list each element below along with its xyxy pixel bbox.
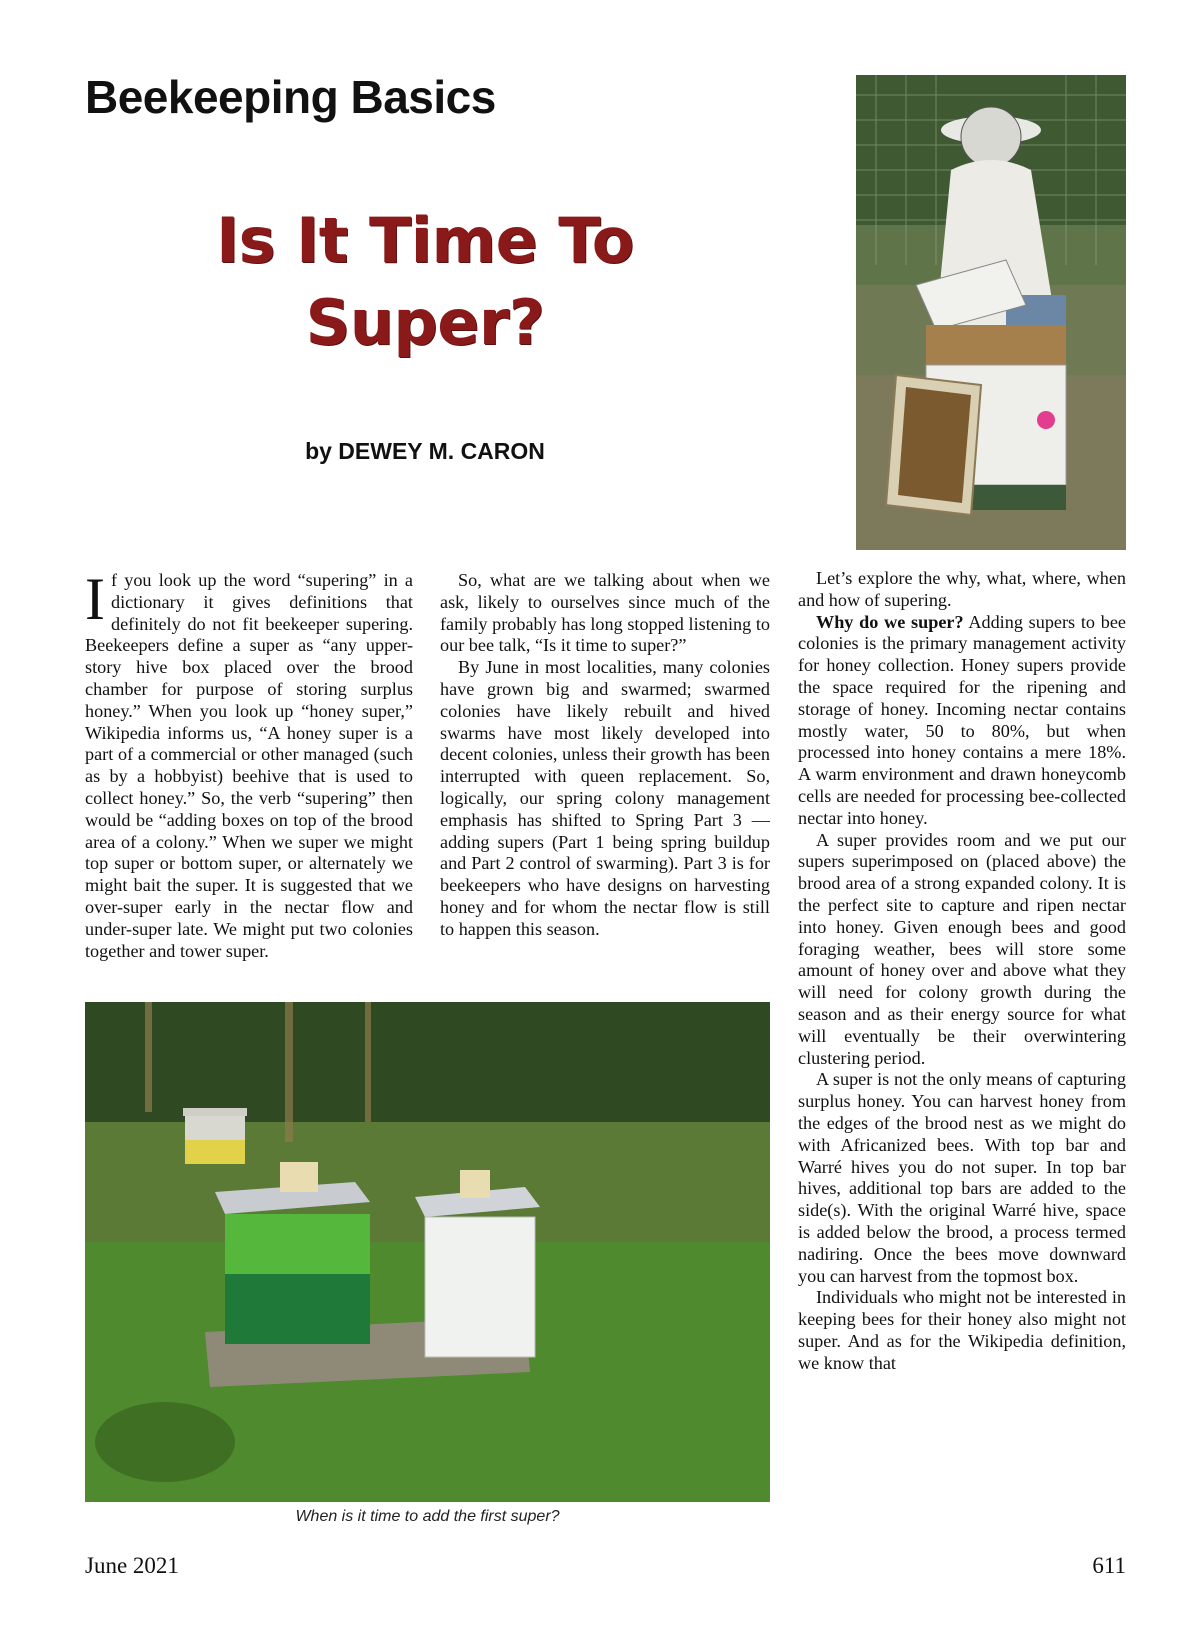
beekeeper-photo	[856, 75, 1126, 550]
text-column-2	[440, 570, 770, 941]
article-title	[85, 200, 765, 364]
hives-photo	[85, 1002, 770, 1502]
paragraph-why-super-text: Adding supers to bee colonies is the primary management activity for honey collection. Honey supers provide the space required for the ripening and storage of honey. Incoming nectar contains mostly water, 50 to 80%, but when processed into honey contains a mere 18%. A warm environment and drawn honeycomb cells are needed for processing bee-collected nectar into honey.	[798, 611, 1127, 828]
paragraph-3: By June in most localities, many colonies have grown big and swarmed; swarmed colonies have likely rebuilt and hived swarms have most likely developed into decent colonies, unless their growth has been interrupted with queen replacement. So, logically, our spring colony management emphasis has shifted to Spring Part 3 — adding supers (Part 1 being spring buildup and Part 2 control of swarming). Part 3 is for beekeepers who have designs on harvesting honey and for whom the nectar flow is still to happen this season.	[440, 657, 770, 939]
paragraph-why-super	[798, 612, 1126, 830]
drop-cap: I	[85, 566, 105, 632]
paragraph-6: A super provides room and we put our supers superimposed on (placed above) the brood area of a strong expanded colony. It is the perfect site to capture and ripen nectar into honey. Given enough bees and good foraging weather, bees will store some amount of honey over and above what they will need for colony growth during the season and as their energy source for what will eventually be their overwintering clustering period.	[798, 829, 1126, 1068]
paragraph-8: Individuals who might not be interested in keeping bees for their honey also might not super. And as for the Wikipedia definition, we know that	[798, 1287, 1126, 1373]
title-line-1: Is It Time To	[216, 204, 634, 277]
section-heading: Beekeeping Basics	[85, 71, 496, 123]
text-column-1	[85, 566, 413, 962]
paragraph-4: Let’s explore the why, what, where, when and how of supering.	[798, 568, 1126, 610]
page-number: 611	[1092, 1553, 1126, 1578]
paragraph-intro	[85, 566, 413, 962]
title-line-2: Super?	[305, 286, 545, 359]
issue-date: June 2021	[85, 1553, 179, 1578]
paragraph-7: A super is not the only means of capturing surplus honey. You can harvest honey from the edges of the brood nest as we might do with Africanized bees. With top bar and Warré hives you do not super. In top bar hives, additional top bars are added to the side(s). With the original Warré hive, space is added below the brood, a process termed nadiring. Once the bees move downward you can harvest from the topmost box.	[798, 1069, 1126, 1286]
paragraph-2: So, what are we talking about when we ask, likely to ourselves since much of the family probably has long stopped listening to our bee talk, “Is it time to super?”	[440, 570, 770, 656]
photo-caption: When is it time to add the first super?	[295, 1508, 560, 1525]
paragraph-intro-text: f you look up the word “supering” in a dictionary it gives definitions that definitely do not fit beekeeper supering. Beekeepers define a super as “any upper-story hive box placed over the brood chamber for purpose of storing surplus honey.” When you look up “honey super,” Wikipedia informs us, “A honey super is a part of a commercial or other managed (such as by a hobbyist) beehive that is used to collect honey.” So, the verb “supering” then would be “adding boxes on top of the brood area of a colony.” When we super we might top super or bottom super, or alternately we might bait the super. It is suggested that we over-super early in the nectar flow and under-super late. We might put two colonies together and tower super.	[85, 570, 413, 961]
run-in-heading: Why do we super?	[816, 611, 964, 632]
text-column-3	[798, 568, 1126, 1374]
byline: by DEWEY M. CARON	[305, 438, 545, 464]
